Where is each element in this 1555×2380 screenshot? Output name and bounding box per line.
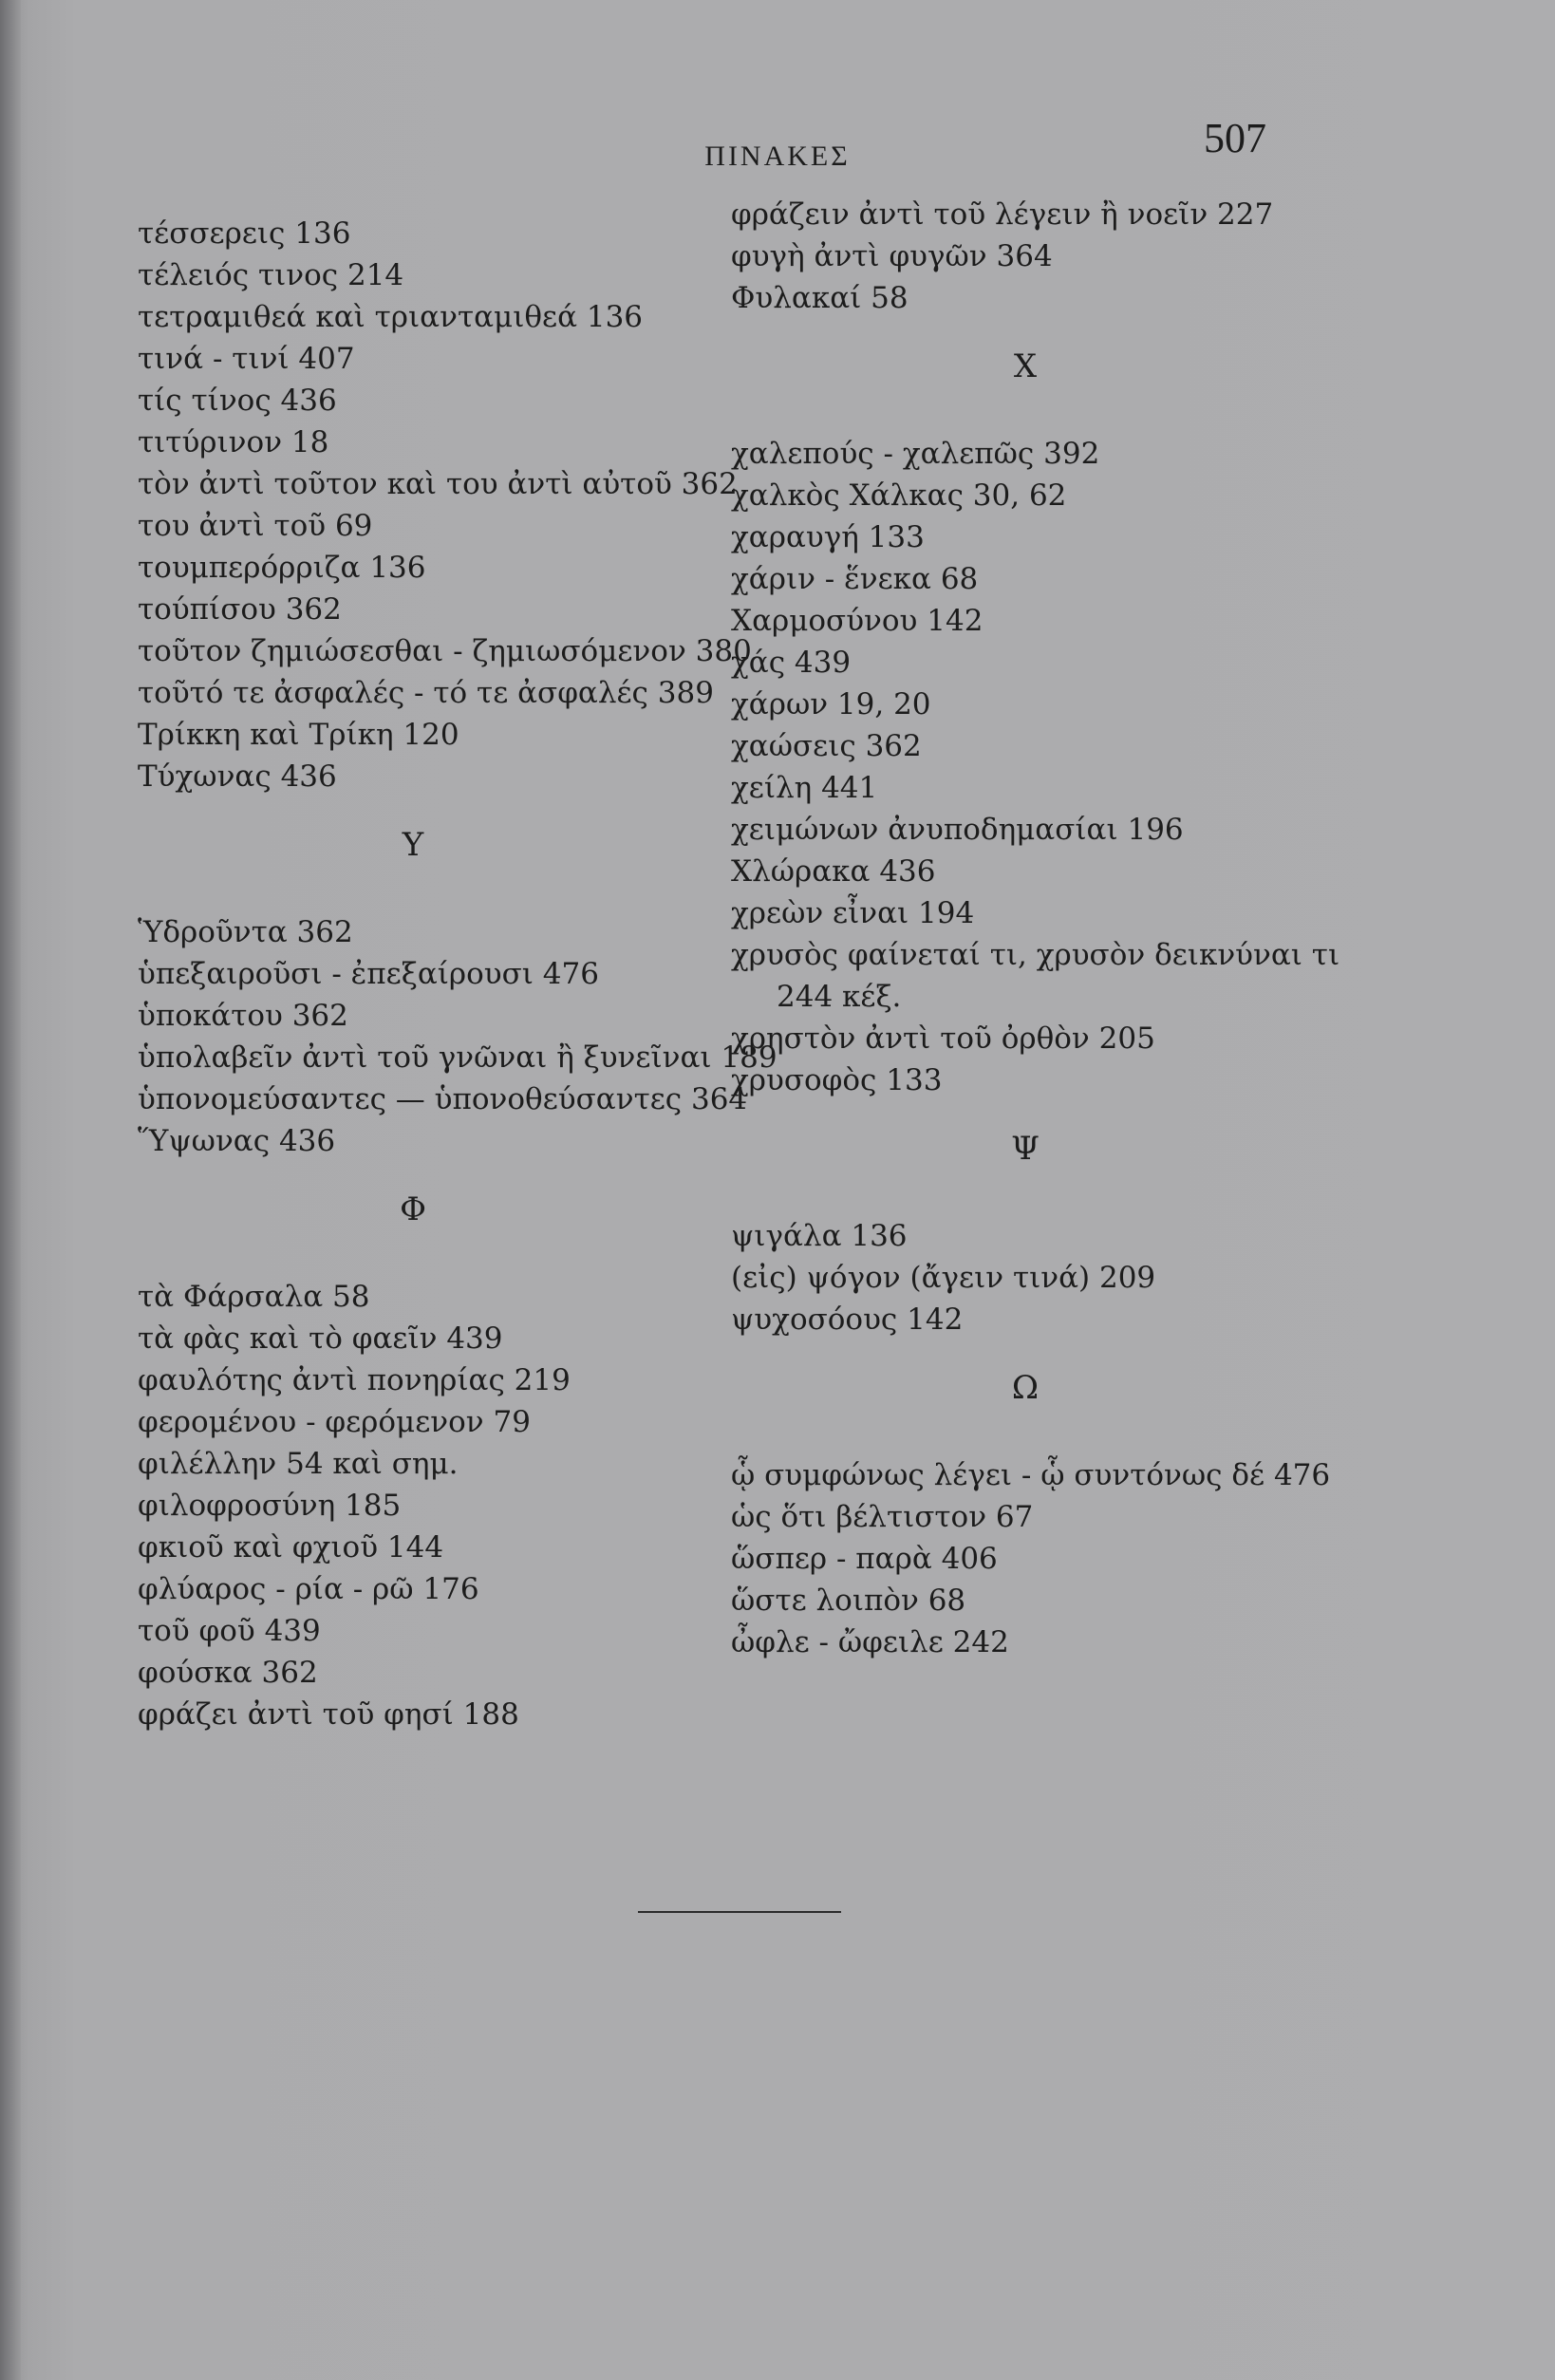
- index-entry: φαυλότης ἀντὶ πονηρίας 219: [138, 1363, 571, 1397]
- index-entry: τινά - τινί 407: [138, 342, 355, 376]
- index-entry: φκιοῦ καὶ φχιοῦ 144: [138, 1530, 444, 1565]
- entry-list-chi: [731, 433, 1340, 1101]
- index-entry: Τύχωνας 436: [138, 759, 337, 794]
- index-entry: τιτύρινον 18: [138, 425, 329, 459]
- index-entry: τοῦ φοῦ 439: [138, 1614, 321, 1648]
- page-number: 507: [1204, 115, 1266, 161]
- index-entry: χειμώνων ἀνυποδημασίαι 196: [731, 813, 1184, 847]
- entry-list-omega: [731, 1454, 1331, 1663]
- section-letter-chi: Χ: [1013, 347, 1038, 385]
- entry-list-upsilon: [138, 911, 778, 1162]
- index-entry: χρυσοφὸς 133: [731, 1063, 943, 1097]
- index-entry: ὦφλε - ὤφειλε 242: [731, 1625, 1009, 1659]
- entry-list-psi: [731, 1215, 1301, 1340]
- section-letter-upsilon: Υ: [402, 826, 424, 864]
- index-entry: τέλειός τινος 214: [138, 258, 404, 292]
- index-entry: χαώσεις 362: [731, 729, 922, 763]
- entry-list-phi: [138, 1276, 726, 1735]
- index-entry: χάρων 19, 20: [731, 687, 931, 721]
- index-entry: (εἰς) ψόγον (ἄγειν τινά) 209: [731, 1261, 1156, 1295]
- index-entry: τὰ φὰς καὶ τὸ φαεῖν 439: [138, 1321, 503, 1356]
- index-entry: Φυλακαί 58: [731, 281, 909, 315]
- index-entry: φυγὴ ἀντὶ φυγῶν 364: [731, 239, 1053, 273]
- index-entry: τουμπερόρριζα 136: [138, 551, 426, 585]
- index-entry: ψυχοσόους 142: [731, 1302, 964, 1337]
- index-entry: τὰ Φάρσαλα 58: [138, 1280, 370, 1314]
- index-entry: χρυσὸς φαίνεταί τι, χρυσὸν δεικνύναι τι: [731, 938, 1340, 972]
- index-entry: ὑπολαβεῖν ἀντὶ τοῦ γνῶναι ἢ ξυνεῖναι 189: [138, 1040, 778, 1075]
- index-entry: ὡς ὅτι βέλτιστον 67: [731, 1500, 1034, 1534]
- section-letter-psi: Ψ: [1011, 1130, 1040, 1168]
- index-entry: Χαρμοσύνου 142: [731, 604, 984, 638]
- index-entry: ὥστε λοιπὸν 68: [731, 1584, 966, 1618]
- index-entry: χάς 439: [731, 646, 852, 680]
- index-entry: φλύαρος - ρία - ρῶ 176: [138, 1572, 479, 1606]
- entry-list-phi-continued: [731, 194, 1301, 319]
- index-entry: τετραμιθεά καὶ τριανταμιθεά 136: [138, 300, 644, 334]
- index-entry: φερομένου - φερόμενον 79: [138, 1405, 531, 1439]
- index-entry: Ὑδροῦντα 362: [138, 915, 353, 949]
- index-entry: τοῦτό τε ἀσφαλές - τό τε ἀσφαλές 389: [138, 676, 714, 710]
- index-entry: ὑπονομεύσαντες — ὑπονοθεύσαντες 364: [138, 1082, 748, 1116]
- section-letter-phi: Φ: [400, 1190, 426, 1228]
- binding-edge: [0, 0, 21, 2380]
- running-head: ΠΙΝΑΚΕΣ: [704, 141, 851, 172]
- index-entry: φράζειν ἀντὶ τοῦ λέγειν ἢ νοεῖν 227: [731, 197, 1274, 232]
- index-entry: τίς τίνος 436: [138, 384, 337, 418]
- index-entry: Τρίκκη καὶ Τρίκη 120: [138, 718, 459, 752]
- index-entry: τοῦτον ζημιώσεσθαι - ζημιωσόμενον 380: [138, 634, 752, 668]
- index-column-right: [731, 194, 1340, 1663]
- index-entry: του ἀντὶ τοῦ 69: [138, 509, 373, 543]
- index-entry: χρηστὸν ἀντὶ τοῦ ὀρθὸν 205: [731, 1021, 1155, 1056]
- index-entry: ὑποκάτου 362: [138, 999, 348, 1033]
- index-entry: ψιγάλα 136: [731, 1219, 908, 1253]
- index-entry: χαλεπούς - χαλεπῶς 392: [731, 437, 1100, 471]
- index-entry: τὸν ἀντὶ τοῦτον καὶ του ἀντὶ αὐτοῦ 362: [138, 467, 738, 501]
- index-entry: φράζει ἀντὶ τοῦ φησί 188: [138, 1697, 519, 1732]
- closing-rule: [638, 1911, 841, 1913]
- index-entry: ὑπεξαιροῦσι - ἐπεξαίρουσι 476: [138, 957, 599, 991]
- index-entry: χαραυγή 133: [731, 520, 925, 554]
- index-entry: φιλέλλην 54 καὶ σημ.: [138, 1447, 459, 1481]
- index-entry: Ὕψωνας 436: [138, 1124, 336, 1158]
- index-entry: χρεὼν εἶναι 194: [731, 896, 975, 930]
- index-entry: φούσκα 362: [138, 1656, 318, 1690]
- index-entry: Χλώρακα 436: [731, 854, 936, 889]
- index-entry: φιλοφροσύνη 185: [138, 1489, 402, 1523]
- index-entry: τέσσερεις 136: [138, 216, 351, 251]
- index-entry: ὥσπερ - παρὰ 406: [731, 1542, 998, 1576]
- index-entry: χείλη 441: [731, 771, 878, 805]
- index-entry: χαλκὸς Χάλκας 30, 62: [731, 478, 1067, 513]
- index-entry-continuation: 244 κέξ.: [777, 980, 902, 1014]
- index-entry: τούπίσου 362: [138, 592, 342, 627]
- index-entry: χάριν - ἕνεκα 68: [731, 562, 979, 596]
- index-entry: ᾧ συμφώνως λέγει - ᾧ συντόνως δέ 476: [731, 1458, 1331, 1492]
- index-column-left: [138, 213, 778, 1735]
- section-letter-omega: Ω: [1011, 1369, 1040, 1407]
- entry-list-tau: [138, 213, 752, 797]
